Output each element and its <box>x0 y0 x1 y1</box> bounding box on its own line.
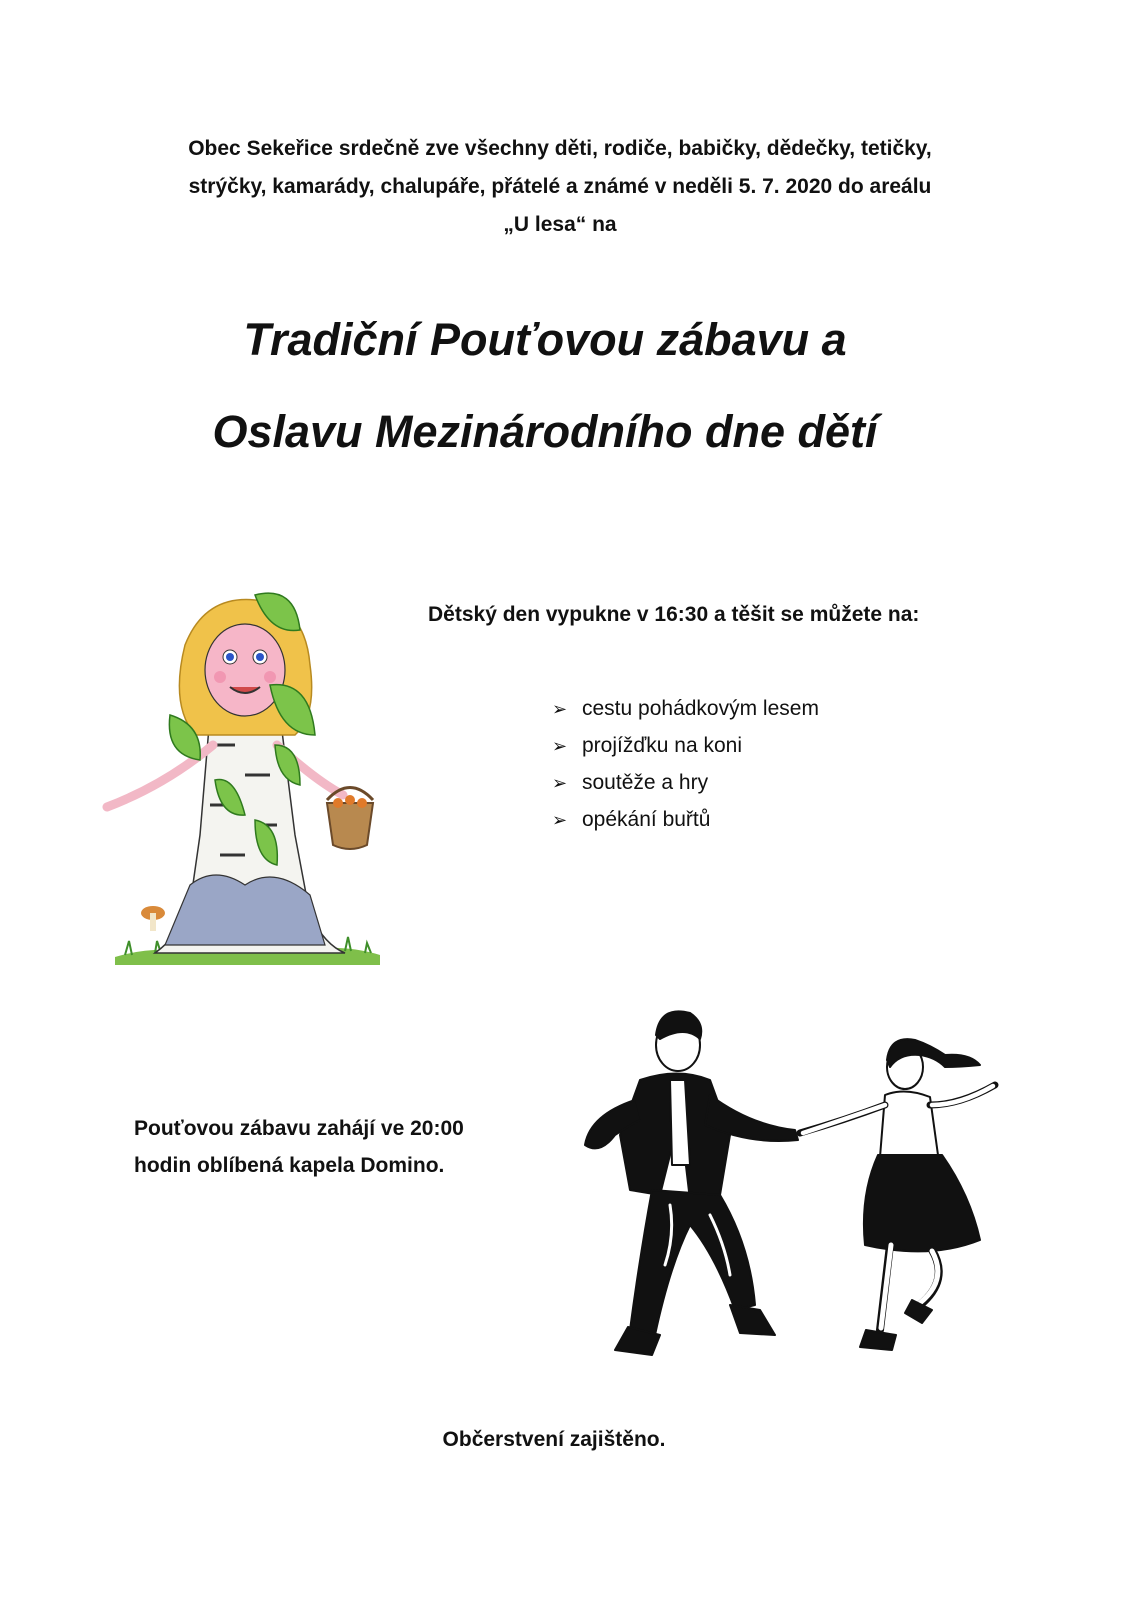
arrow-bullet-icon: ➢ <box>552 735 568 756</box>
activities-list <box>552 690 819 838</box>
list-item <box>552 764 819 801</box>
party-line-2: hodin oblíbená kapela Domino. <box>134 1154 445 1177</box>
kids-day-heading: Dětský den vypukne v 16:30 a těšit se můžete na: <box>428 603 920 626</box>
refreshments-note: Občerstvení zajištěno. <box>442 1428 666 1451</box>
event-title-line-2: Oslavu Mezinárodního dne dětí <box>212 406 878 457</box>
arrow-bullet-icon: ➢ <box>552 698 568 719</box>
list-item <box>552 727 819 764</box>
party-announcement <box>134 1110 464 1184</box>
invitation-text <box>110 130 1010 244</box>
party-line-1: Pouťovou zábavu zahájí ve 20:00 <box>134 1117 464 1140</box>
activity-label: opékání buřtů <box>582 807 711 831</box>
activity-label: cestu pohádkovým lesem <box>582 696 819 720</box>
dancing-couple-illustration <box>560 1005 1020 1370</box>
event-title-line-1: Tradiční Pouťovou zábavu a <box>243 314 847 365</box>
arrow-bullet-icon: ➢ <box>552 772 568 793</box>
invitation-line-3: „U lesa“ na <box>503 213 617 236</box>
invitation-line-2: strýčky, kamarády, chalupáře, přátelé a známé v neděli 5. 7. 2020 do areálu <box>188 175 932 198</box>
arrow-bullet-icon: ➢ <box>552 809 568 830</box>
list-item <box>552 801 819 838</box>
invitation-line-1: Obec Sekeřice srdečně zve všechny děti, rodiče, babičky, dědečky, tetičky, <box>188 137 932 160</box>
forest-fairy-illustration <box>95 585 395 985</box>
activity-label: projížďku na koni <box>582 733 742 757</box>
list-item <box>552 690 819 727</box>
activity-label: soutěže a hry <box>582 770 709 794</box>
